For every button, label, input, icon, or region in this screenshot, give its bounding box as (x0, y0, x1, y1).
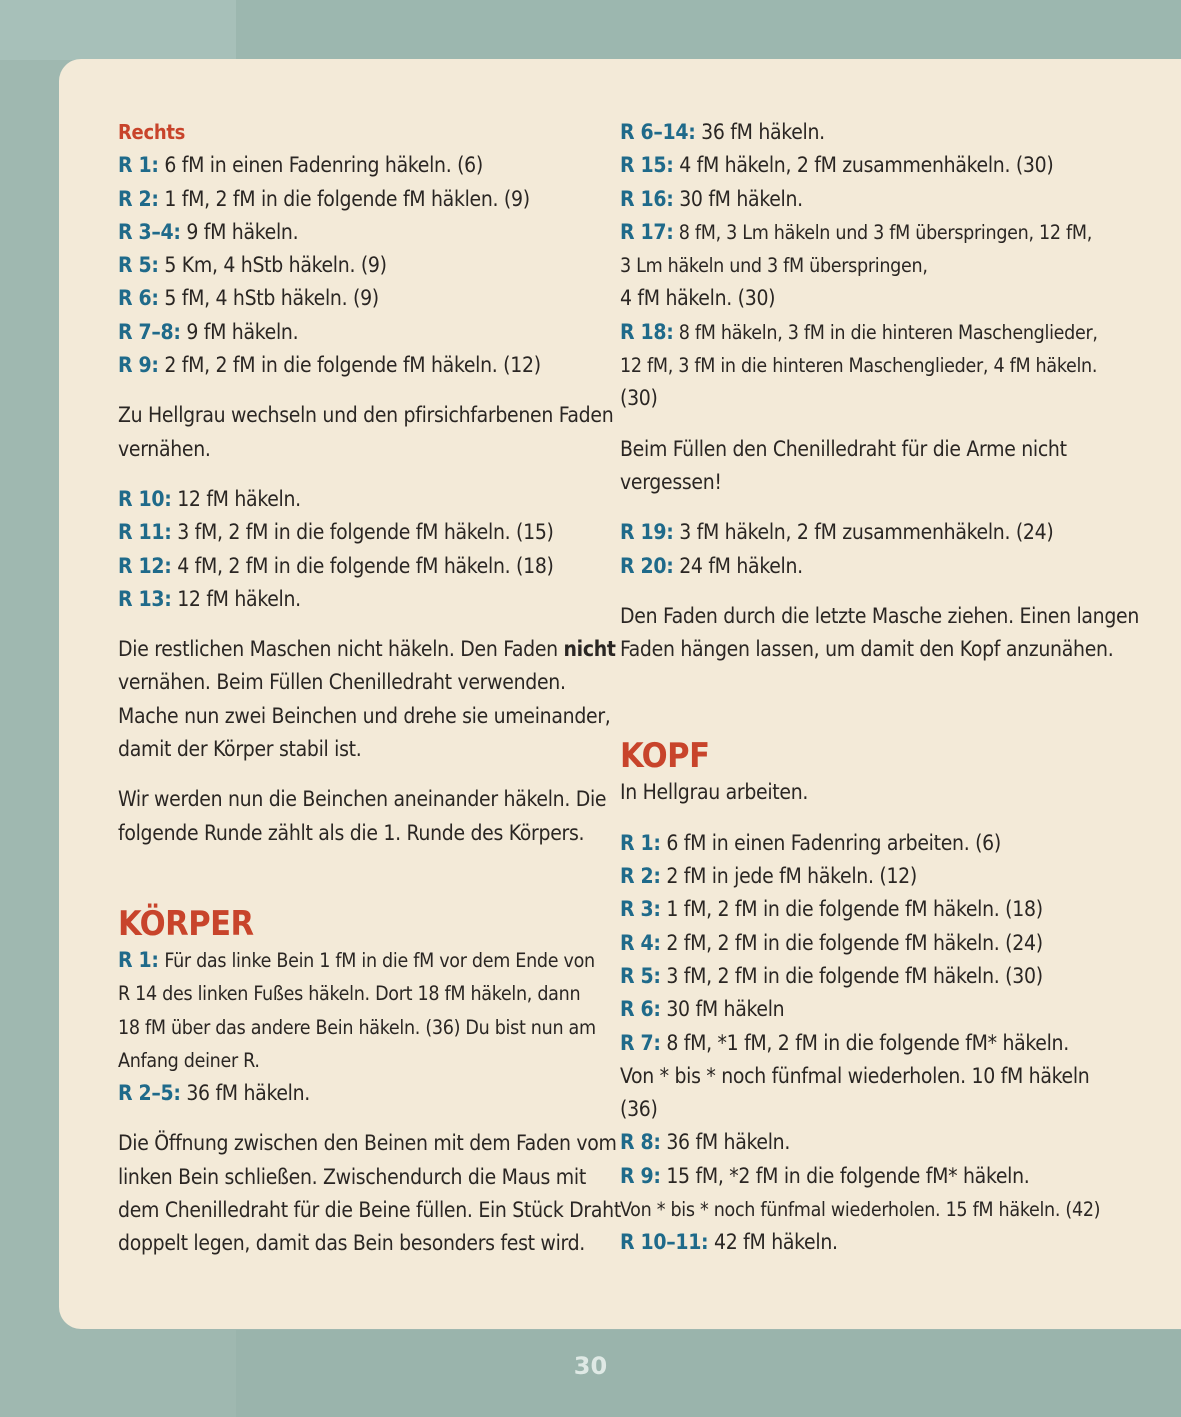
row-label: R 10: (118, 486, 172, 511)
paragraph-line: Den Faden durch die letzte Masche ziehen. Einen langen (620, 603, 1140, 628)
row-label: R 9: (118, 353, 159, 378)
row-label: R 19: (620, 520, 674, 545)
paragraph-line: 4 fM häkeln. (30) (620, 286, 776, 311)
paragraph-line: Die Öffnung zwischen den Beinen mit dem Faden vom (118, 1131, 617, 1156)
paragraph-text: Die restlichen Maschen nicht häkeln. Den Faden (118, 637, 558, 662)
pattern-row (118, 583, 588, 616)
row-label: R 13: (118, 586, 172, 611)
pattern-row (620, 116, 1090, 149)
pattern-row (620, 1160, 1090, 1193)
row-text: 8 fM, *1 fM, 2 fM in die folgende fM* häkeln. (666, 1030, 1069, 1055)
row-text: 12 fM häkeln. (177, 486, 301, 511)
row-label: R 5: (118, 253, 159, 278)
paragraph-line: vernähen. (118, 436, 211, 461)
right-column (620, 116, 1140, 1260)
row-label: R 6–14: (620, 120, 696, 144)
section-heading-koerper: KÖRPER (118, 903, 254, 944)
pattern-row (620, 516, 1090, 549)
row-text: 36 fM häkeln. (186, 1081, 311, 1106)
paragraph-line: damit der Körper stabil ist. (118, 737, 362, 762)
pattern-row (118, 183, 588, 216)
pattern-row (118, 316, 588, 349)
row-label: R 1: (118, 947, 159, 972)
row-label: R 15: (620, 153, 674, 178)
row-text: 15 fM, *2 fM in die folgende fM* häkeln. (666, 1163, 1030, 1188)
paragraph-line: Wir werden nun die Beinchen aneinander häkeln. Die (118, 787, 607, 812)
paragraph-line: Von * bis * noch fünfmal wiederholen. 15 fM häkeln. (42) (620, 1198, 1101, 1222)
paragraph-line: (30) (620, 386, 658, 411)
row-text: 2 fM, 2 fM in die folgende fM häkeln. (24) (666, 930, 1043, 955)
row-text: 3 fM, 2 fM in die folgende fM häkeln. (15) (177, 520, 554, 545)
row-text: 2 fM, 2 fM in die folgende fM häkeln. (12) (164, 353, 541, 378)
pattern-row (620, 927, 1090, 960)
row-text: 8 fM, 3 Lm häkeln und 3 fM überspringen, 12 fM, (678, 220, 1092, 244)
paragraph-line: Zu Hellgrau wechseln und den pfirsichfarbenen Faden (118, 403, 614, 428)
pattern-row (118, 483, 588, 516)
paragraph-line: Mache nun zwei Beinchen und drehe sie umeinander, (118, 703, 611, 728)
row-text: 4 fM häkeln, 2 fM zusammenhäkeln. (30) (679, 153, 1054, 178)
pattern-row (620, 860, 1090, 893)
row-label: R 20: (620, 553, 674, 578)
paragraph-line: linken Bein schließen. Zwischendurch die Maus mit (118, 1164, 586, 1189)
row-label: R 6: (620, 997, 661, 1022)
row-text: 1 fM, 2 fM in die folgende fM häkeln. (18) (666, 897, 1043, 922)
pattern-row (620, 149, 1090, 182)
pattern-row (620, 316, 1098, 349)
row-label: R 1: (118, 153, 159, 178)
row-label: R 12: (118, 553, 172, 578)
row-text: 12 fM häkeln. (177, 586, 301, 611)
background-panel (0, 0, 236, 60)
pattern-row (118, 516, 588, 549)
pattern-row (620, 893, 1090, 926)
section-heading-kopf: KOPF (620, 736, 710, 777)
row-label: R 3: (620, 897, 661, 922)
row-text: 5 Km, 4 hStb häkeln. (9) (164, 253, 387, 278)
row-text: 42 fM häkeln. (714, 1230, 838, 1255)
row-label: R 17: (620, 219, 674, 244)
row-label: R 1: (620, 830, 661, 855)
row-text: 6 fM in einen Fadenring häkeln. (6) (164, 153, 483, 178)
paragraph-line: folgende Runde zählt als die 1. Runde des Körpers. (118, 820, 585, 845)
row-text: Für das linke Bein 1 fM in die fM vor dem Ende von (164, 948, 595, 972)
row-label: R 3–4: (118, 219, 181, 244)
paragraph-line: (36) (620, 1097, 658, 1122)
row-label: R 7: (620, 1030, 661, 1055)
row-text: 36 fM häkeln. (666, 1130, 791, 1155)
pattern-row (118, 149, 588, 182)
row-label: R 9: (620, 1163, 661, 1188)
subheading-rechts: Rechts (118, 120, 186, 144)
paragraph-line: doppelt legen, damit das Bein besonders fest wird. (118, 1231, 586, 1256)
row-label: R 11: (118, 520, 172, 545)
pattern-row (620, 1126, 1090, 1159)
row-label: R 18: (620, 319, 674, 344)
row-text: 30 fM häkeln (666, 997, 785, 1022)
row-label: R 2: (118, 186, 159, 211)
row-text: 30 fM häkeln. (679, 186, 803, 211)
row-label: R 8: (620, 1130, 661, 1155)
row-label: R 16: (620, 186, 674, 211)
paragraph-line (118, 633, 616, 666)
pattern-row (620, 960, 1090, 993)
row-label: R 5: (620, 963, 661, 988)
row-text: 6 fM in einen Fadenring arbeiten. (6) (666, 830, 1001, 855)
paragraph-line: In Hellgrau arbeiten. (620, 780, 809, 805)
row-text: 9 fM häkeln. (186, 219, 299, 244)
row-text: 3 fM häkeln, 2 fM zusammenhäkeln. (24) (679, 520, 1054, 545)
pattern-row (620, 183, 1090, 216)
row-label: R 6: (118, 286, 159, 311)
pattern-row (620, 1027, 1090, 1060)
pattern-row (118, 216, 588, 249)
paragraph-line: 18 fM über das andere Bein häkeln. (36) Du bist nun am (118, 1015, 596, 1039)
row-label: R 2–5: (118, 1081, 181, 1106)
row-label: R 4: (620, 930, 661, 955)
row-text: 1 fM, 2 fM in die folgende fM häklen. (9) (164, 186, 530, 211)
paragraph-line: 3 Lm häkeln und 3 fM überspringen, (620, 254, 928, 278)
paragraph-line: vernähen. Beim Füllen Chenilledraht verwenden. (118, 670, 566, 695)
pattern-row (118, 550, 588, 583)
pattern-row (620, 216, 1090, 249)
pattern-row (118, 282, 588, 315)
paragraph-line: Anfang deiner R. (118, 1048, 260, 1072)
left-column (118, 116, 621, 1261)
paragraph-line: R 14 des linken Fußes häkeln. Dort 18 fM häkeln, dann (118, 982, 581, 1006)
pattern-row (118, 349, 588, 382)
emphasis-text: nicht (563, 637, 616, 662)
row-text: 8 fM häkeln, 3 fM in die hinteren Maschenglieder, (678, 320, 1098, 344)
row-text: 2 fM in jede fM häkeln. (12) (666, 864, 917, 889)
pattern-row (620, 993, 1090, 1026)
page-number: 30 (573, 1352, 608, 1380)
paragraph-line: Von * bis * noch fünfmal wiederholen. 10 fM häkeln (620, 1063, 1090, 1088)
pattern-row (620, 827, 1090, 860)
paragraph-line: Faden hängen lassen, um damit den Kopf anzunähen. (620, 637, 1114, 662)
row-label: R 10–11: (620, 1230, 709, 1255)
row-text: 24 fM häkeln. (679, 553, 803, 578)
pattern-row (118, 249, 588, 282)
background-panel (236, 0, 1181, 60)
paragraph-line: vergessen! (620, 469, 722, 494)
row-text: 5 fM, 4 hStb häkeln. (9) (164, 286, 379, 311)
pattern-row (118, 944, 595, 977)
row-text: 4 fM, 2 fM in die folgende fM häkeln. (18) (177, 553, 554, 578)
paragraph-line: 12 fM, 3 fM in die hinteren Maschenglieder, 4 fM häkeln. (620, 354, 1098, 378)
row-text: 3 fM, 2 fM in die folgende fM häkeln. (30) (666, 963, 1043, 988)
pattern-row (620, 1226, 1090, 1259)
pattern-row (620, 550, 1090, 583)
paragraph-line: dem Chenilledraht für die Beine füllen. Ein Stück Draht (118, 1198, 621, 1223)
row-text: 36 fM häkeln. (701, 120, 825, 144)
row-label: R 2: (620, 864, 661, 889)
row-label: R 7–8: (118, 319, 181, 344)
pattern-row (118, 1077, 588, 1110)
paragraph-line: Beim Füllen den Chenilledraht für die Arme nicht (620, 436, 1067, 461)
row-text: 9 fM häkeln. (186, 319, 299, 344)
